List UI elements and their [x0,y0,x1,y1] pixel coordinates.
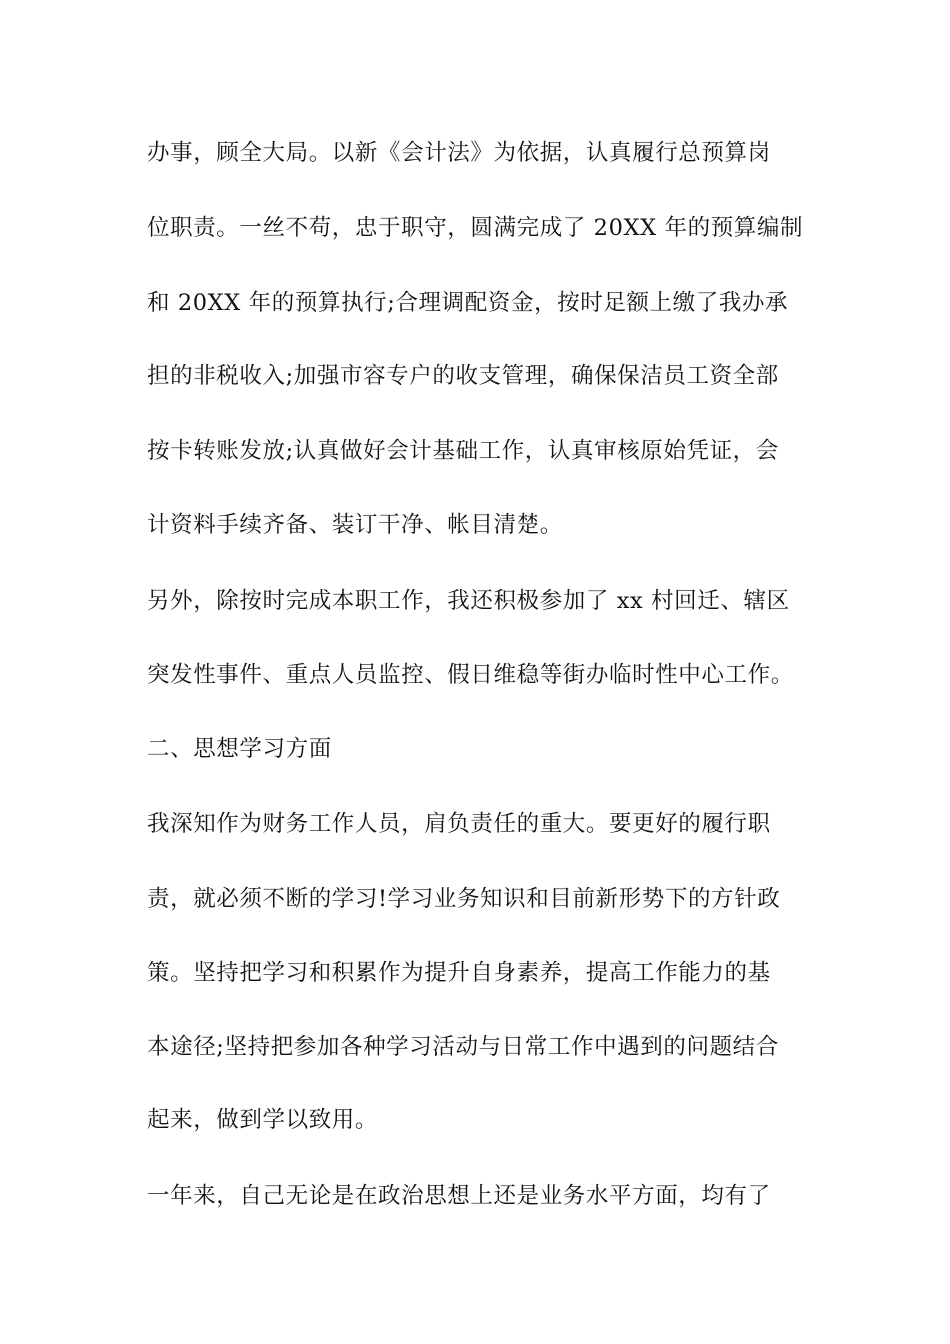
text-line: 计资料手续齐备、装订干净、帐目清楚。 [147,512,563,538]
section-heading: 二、思想学习方面 [147,736,332,762]
text-line: 突发性事件、重点人员监控、假日维稳等街办临时性中心工作。 [147,662,794,688]
text-line: 位职责。一丝不苟，忠于职守，圆满完成了 20XX 年的预算编制 [147,215,804,241]
text-line: 责，就必须不断的学习!学习业务知识和目前新形势下的方针政 [147,886,781,912]
text-line: 一年来，自己无论是在政治思想上还是业务水平方面，均有了 [147,1183,771,1209]
text-line: 担的非税收入;加强市容专户的收支管理，确保保洁员工资全部 [147,363,779,389]
text-line: 另外，除按时完成本职工作，我还积极参加了 xx 村回迁、辖区 [147,588,790,614]
text-line: 按卡转账发放;认真做好会计基础工作，认真审核原始凭证，会 [147,438,779,464]
text-line: 本途径;坚持把参加各种学习活动与日常工作中遇到的问题结合 [147,1034,779,1060]
text-line: 策。坚持把学习和积累作为提升自身素养，提高工作能力的基 [147,960,771,986]
text-line: 我深知作为财务工作人员，肩负责任的重大。要更好的履行职 [147,811,771,837]
text-line: 起来，做到学以致用。 [147,1107,379,1133]
text-line: 和 20XX 年的预算执行;合理调配资金，按时足额上缴了我办承 [147,290,789,316]
text-line: 办事，顾全大局。以新《会计法》为依据，认真履行总预算岗 [147,140,771,166]
